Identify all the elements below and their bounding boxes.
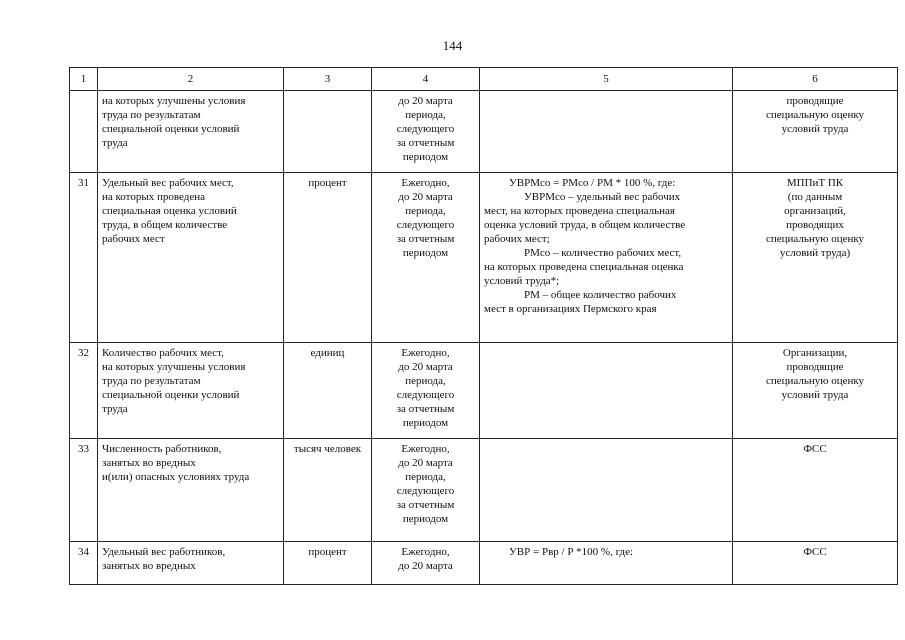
indicator-line: занятых во вредных	[102, 560, 196, 572]
source-cell	[733, 173, 898, 343]
indicator-line: специальной оценки условий	[102, 389, 240, 401]
deadline-cell	[372, 173, 480, 343]
header-cell: 1	[70, 68, 98, 91]
source-line: ФСС	[803, 546, 827, 558]
unit-line: процент	[308, 546, 347, 558]
table-row	[70, 542, 898, 585]
unit-line: процент	[308, 177, 347, 189]
formula-line: на которых проведена специальная оценка	[484, 261, 684, 273]
indicator-cell	[98, 91, 284, 173]
indicator-line: на которых улучшены условия	[102, 95, 246, 107]
row-number-cell: 32	[70, 343, 98, 439]
deadline-line: периодом	[402, 417, 449, 429]
formula-line: мест, на которых проведена специальная	[484, 205, 675, 217]
deadline-line: Ежегодно,	[401, 347, 450, 359]
unit-cell	[284, 91, 372, 173]
table-row	[70, 173, 898, 343]
header-cell: 4	[372, 68, 480, 91]
row-number-cell: 31	[70, 173, 98, 343]
source-line: проводящие	[786, 361, 844, 373]
table-header-row	[70, 68, 898, 91]
formula-line: рабочих мест;	[484, 233, 550, 245]
formula-cell	[480, 343, 733, 439]
source-cell	[733, 542, 898, 585]
deadline-line: за отчетным	[396, 233, 455, 245]
header-cell: 3	[284, 68, 372, 91]
source-line: Организации,	[782, 347, 848, 359]
deadline-line: периода,	[405, 205, 446, 217]
indicator-line: занятых во вредных	[102, 457, 196, 469]
source-line: проводящих	[786, 219, 844, 231]
formula-line: РМ – общее количество рабочих	[524, 289, 677, 301]
indicator-line: Количество рабочих мест,	[102, 347, 224, 359]
indicator-line: труда по результатам	[102, 109, 201, 121]
indicator-line: и(или) опасных условиях труда	[102, 471, 250, 483]
source-line: проводящие	[786, 95, 844, 107]
deadline-line: Ежегодно,	[401, 546, 450, 558]
source-line: ФСС	[803, 443, 827, 455]
deadline-line: периодом	[402, 513, 449, 525]
header-cell: 6	[733, 68, 898, 91]
deadline-line: следующего	[396, 485, 455, 497]
formula-line: оценка условий труда, в общем количестве	[484, 219, 686, 231]
deadline-line: за отчетным	[396, 137, 455, 149]
deadline-line: периодом	[402, 151, 449, 163]
deadline-line: до 20 марта	[398, 191, 453, 203]
formula-cell	[480, 173, 733, 343]
deadline-line: следующего	[396, 219, 455, 231]
deadline-line: Ежегодно,	[401, 177, 450, 189]
indicator-cell	[98, 439, 284, 542]
table-row	[70, 439, 898, 542]
formula-line: мест в организациях Пермского края	[484, 303, 657, 315]
indicator-line: на которых улучшены условия	[102, 361, 246, 373]
indicator-cell	[98, 343, 284, 439]
source-cell	[733, 343, 898, 439]
formula-line: УВР = Рвр / Р *100 %, где:	[509, 546, 634, 558]
formula-line: УВРМсо – удельный вес рабочих	[524, 191, 681, 203]
row-number-cell: 34	[70, 542, 98, 585]
page-number: 144	[442, 38, 463, 53]
source-line: (по данным	[787, 191, 843, 203]
table-row	[70, 343, 898, 439]
source-line: специальную оценку	[765, 233, 865, 245]
indicator-line: труда	[102, 137, 128, 149]
source-cell	[733, 91, 898, 173]
deadline-line: периодом	[402, 247, 449, 259]
deadline-line: следующего	[396, 123, 455, 135]
indicator-line: труда	[102, 403, 128, 415]
indicator-cell	[98, 542, 284, 585]
indicator-line: труда, в общем количестве	[102, 219, 228, 231]
formula-cell	[480, 91, 733, 173]
source-line: МППиТ ПК	[786, 177, 844, 189]
deadline-line: Ежегодно,	[401, 443, 450, 455]
deadline-line: за отчетным	[396, 403, 455, 415]
source-line: условий труда	[781, 389, 849, 401]
unit-line: единиц	[310, 347, 345, 359]
deadline-cell	[372, 439, 480, 542]
formula-line: УВРМсо = РМсо / РМ * 100 %, где:	[509, 177, 676, 189]
deadline-cell	[372, 343, 480, 439]
header-cell: 5	[480, 68, 733, 91]
deadline-cell	[372, 542, 480, 585]
indicator-line: труда по результатам	[102, 375, 201, 387]
source-line: условий труда)	[779, 247, 851, 259]
indicators-table	[69, 67, 898, 585]
unit-cell	[284, 343, 372, 439]
formula-line: условий труда*;	[484, 275, 560, 287]
source-line: специальную оценку	[765, 109, 865, 121]
deadline-line: периода,	[405, 471, 446, 483]
deadline-line: до 20 марта	[398, 95, 453, 107]
source-cell	[733, 439, 898, 542]
unit-cell	[284, 439, 372, 542]
deadline-line: следующего	[396, 389, 455, 401]
deadline-line: периода,	[405, 109, 446, 121]
deadline-line: до 20 марта	[398, 560, 453, 572]
row-number-cell: 33	[70, 439, 98, 542]
unit-line: тысяч человек	[293, 443, 362, 455]
indicator-line: Удельный вес рабочих мест,	[102, 177, 234, 189]
unit-cell	[284, 542, 372, 585]
indicator-line: Удельный вес работников,	[102, 546, 226, 558]
deadline-line: периода,	[405, 375, 446, 387]
indicator-line: Численность работников,	[102, 443, 222, 455]
deadline-line: до 20 марта	[398, 361, 453, 373]
source-line: условий труда	[781, 123, 849, 135]
indicator-line: специальная оценка условий	[102, 205, 237, 217]
deadline-line: до 20 марта	[398, 457, 453, 469]
indicator-line: рабочих мест	[102, 233, 165, 245]
formula-cell	[480, 542, 733, 585]
indicator-line: специальной оценки условий	[102, 123, 240, 135]
unit-cell	[284, 173, 372, 343]
indicator-cell	[98, 173, 284, 343]
source-line: специальную оценку	[765, 375, 865, 387]
source-line: организаций,	[784, 205, 846, 217]
row-number-cell	[70, 91, 98, 173]
indicator-line: на которых проведена	[102, 191, 205, 203]
deadline-cell	[372, 91, 480, 173]
header-cell: 2	[98, 68, 284, 91]
deadline-line: за отчетным	[396, 499, 455, 511]
formula-cell	[480, 439, 733, 542]
formula-line: РМсо – количество рабочих мест,	[524, 247, 682, 259]
table-row	[70, 91, 898, 173]
